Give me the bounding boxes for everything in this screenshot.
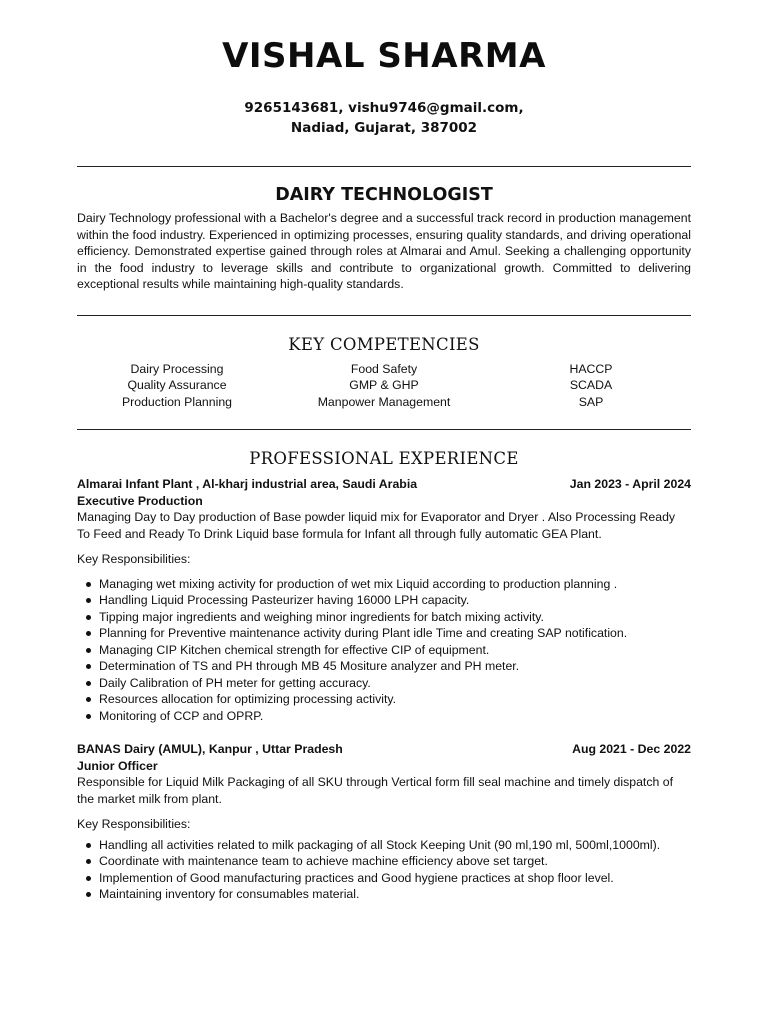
responsibility-item: Planning for Preventive maintenance activity during Plant idle Time and creating SAP notification.	[99, 625, 691, 642]
competency-column	[77, 361, 277, 410]
responsibility-item: Managing CIP Kitchen chemical strength for effective CIP of equipment.	[99, 642, 691, 659]
competency-item: GMP & GHP	[349, 378, 419, 393]
contact-line-address: Nadiad, Gujarat, 387002	[290, 120, 478, 136]
bullet-icon	[86, 876, 91, 881]
job-description: Responsible for Liquid Milk Packaging of all SKU through Vertical form fill seal machine and timely dispatch of the market milk from plant.	[77, 775, 674, 806]
bullet-icon	[86, 859, 91, 864]
bullet-icon	[86, 843, 91, 848]
bullet-icon	[86, 714, 91, 719]
bullet-icon	[86, 648, 91, 653]
responsibilities-label: Key Responsibilities:	[77, 817, 191, 831]
competency-item: Production Planning	[121, 394, 233, 409]
competency-item: HACCP	[569, 362, 613, 376]
divider	[77, 429, 691, 430]
competency-item: Manpower Management	[317, 394, 451, 409]
bullet-icon	[86, 697, 91, 702]
job-company: BANAS Dairy (AMUL), Kanpur , Uttar Pradesh	[77, 742, 343, 756]
competency-item: SCADA	[569, 378, 613, 393]
job-header	[77, 476, 691, 493]
job-dates: Jan 2023 - April 2024	[569, 477, 691, 491]
responsibilities-list	[77, 837, 691, 903]
job-dates: Aug 2021 - Dec 2022	[572, 742, 691, 756]
responsibility-item: Handling all activities related to milk packaging of all Stock Keeping Unit (90 ml,190 ml, 500ml,1000ml).	[99, 837, 691, 854]
responsibilities-list	[77, 576, 691, 725]
job-entry	[77, 741, 691, 903]
divider	[77, 315, 691, 316]
job-role: Junior Officer	[77, 758, 158, 773]
responsibilities-label: Key Responsibilities:	[77, 552, 191, 566]
responsibility-item: Implemention of Good manufacturing practices and Good hygiene practices at shop floor level.	[99, 870, 691, 887]
competency-column	[277, 361, 491, 410]
bullet-icon	[86, 892, 91, 897]
responsibility-item: Managing wet mixing activity for production of wet mix Liquid according to production planning .	[99, 576, 691, 593]
competencies-grid	[77, 361, 691, 410]
responsibility-item: Coordinate with maintenance team to achieve machine efficiency above set target.	[99, 853, 691, 870]
bullet-icon	[86, 615, 91, 620]
job-description: Managing Day to Day production of Base powder liquid mix for Evaporator and Dryer . Also Processing Ready To Feed and Ready To Drink Liquid base formula for Infant all through fully automatic GEA Plant.	[77, 510, 676, 541]
bullet-icon	[86, 582, 91, 587]
responsibility-item: Daily Calibration of PH meter for getting accuracy.	[99, 675, 691, 692]
competency-item: Quality Assurance	[127, 378, 227, 393]
competency-item: Food Safety	[350, 362, 418, 376]
competency-item: SAP	[578, 394, 604, 409]
responsibility-item: Tipping major ingredients and weighing minor ingredients for batch mixing activity.	[99, 609, 691, 626]
summary-paragraph: Dairy Technology professional with a Bachelor's degree and a successful track record in production management within the food industry. Experienced in optimizing processes, ensuring quality standards, and driving operational efficiency. Demonstrated expertise gained through roles at Almarai and Amul. Seeking a challenging opportunity in the food industry to leverage skills and contribute to organizational growth. Committed to delivering exceptional results while maintaining high-quality standards.	[77, 211, 691, 291]
job-entry	[77, 476, 691, 724]
responsibility-item: Maintaining inventory for consumables material.	[99, 886, 691, 903]
divider	[77, 166, 691, 167]
bullet-icon	[86, 681, 91, 686]
job-role: Executive Production	[77, 493, 203, 508]
responsibility-item: Determination of TS and PH through MB 45 Mositure analyzer and PH meter.	[99, 658, 691, 675]
responsibility-item: Resources allocation for optimizing processing activity.	[99, 691, 691, 708]
professional-title: DAIRY TECHNOLOGIST	[275, 185, 493, 205]
section-title-experience: PROFESSIONAL EXPERIENCE	[249, 449, 519, 468]
bullet-icon	[86, 664, 91, 669]
competency-column	[491, 361, 691, 410]
bullet-icon	[86, 598, 91, 603]
job-header	[77, 741, 691, 758]
competency-item: Dairy Processing	[130, 362, 224, 376]
bullet-icon	[86, 631, 91, 636]
contact-line-phone-email: 9265143681, vishu9746@gmail.com,	[244, 100, 524, 116]
section-title-competencies: KEY COMPETENCIES	[288, 335, 480, 354]
candidate-name: VISHAL SHARMA	[222, 36, 546, 76]
responsibility-item: Handling Liquid Processing Pasteurizer having 16000 LPH capacity.	[99, 592, 691, 609]
job-company: Almarai Infant Plant , Al-kharj industrial area, Saudi Arabia	[77, 477, 418, 491]
responsibility-item: Monitoring of CCP and OPRP.	[99, 708, 691, 725]
contact-info	[77, 98, 691, 138]
